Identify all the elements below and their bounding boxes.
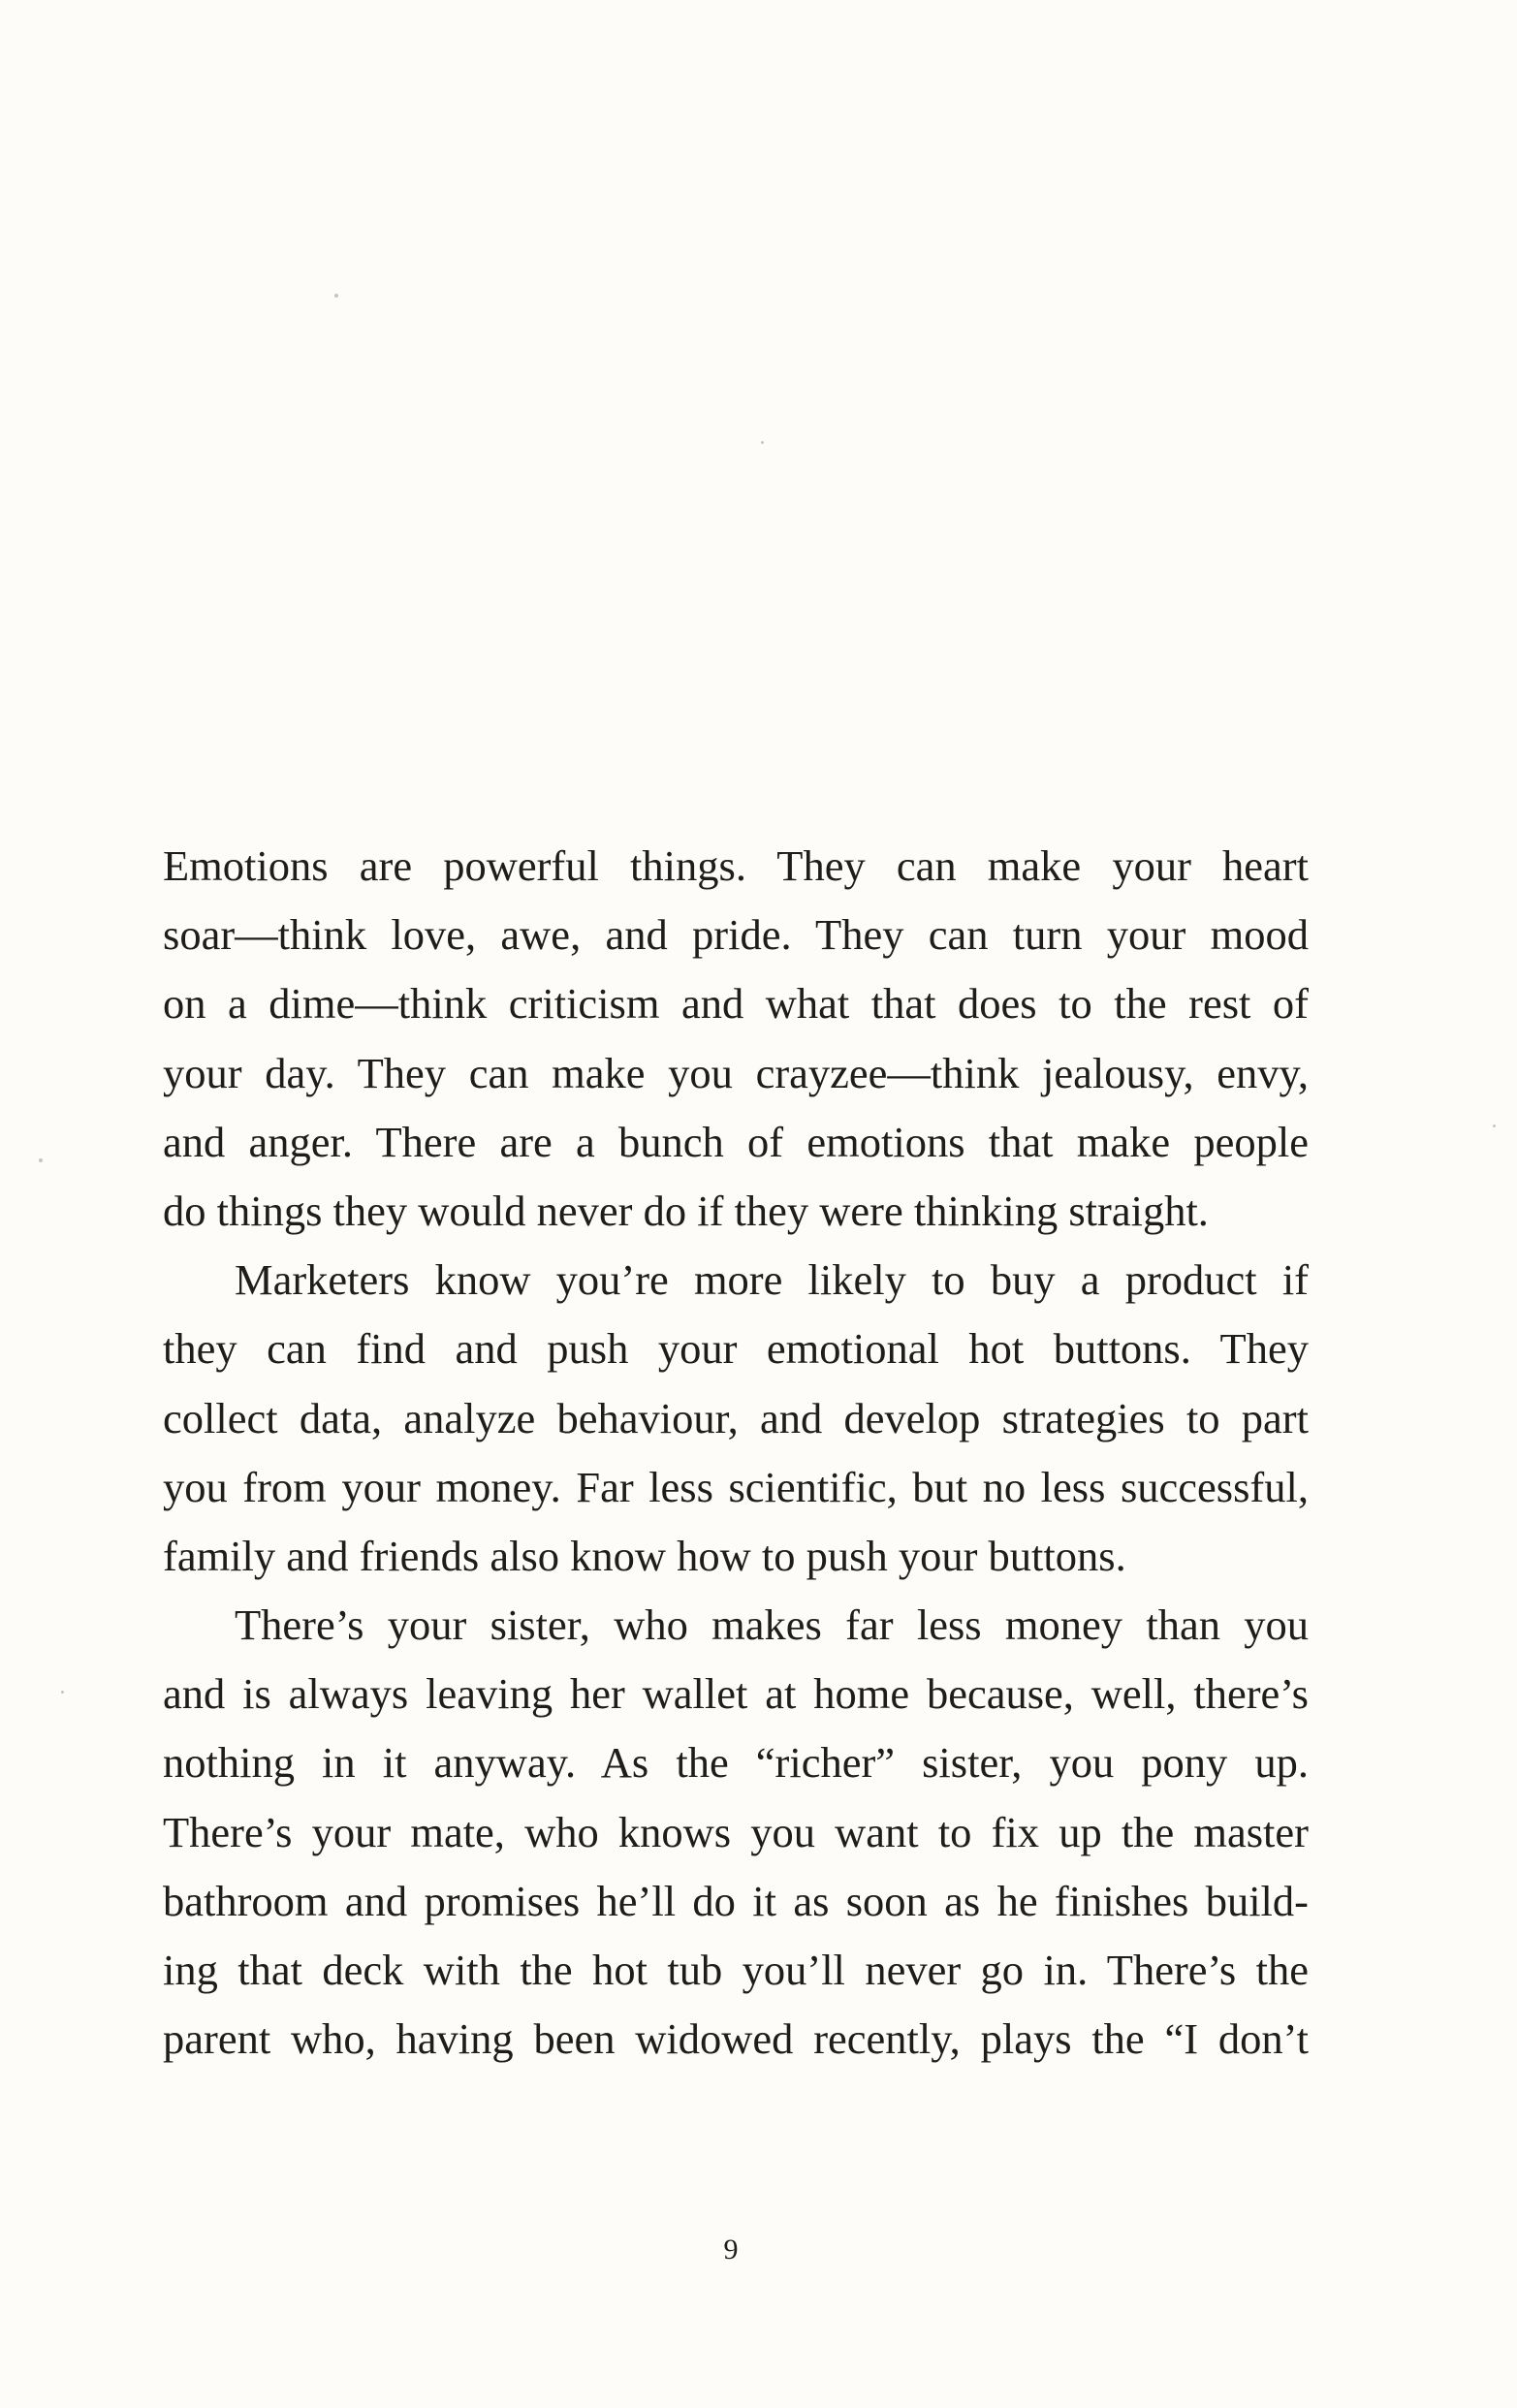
text-line: do things they would never do if they were thinking straight.	[163, 1186, 1209, 1235]
text-line: family and friends also know how to push your buttons.	[163, 1531, 1126, 1580]
text-line: they can find and push your emotional hot buttons. They	[163, 1324, 1309, 1374]
paper-speck	[39, 1158, 43, 1162]
body-text	[163, 832, 1309, 2074]
text-line: nothing in it anyway. As the “richer” sister, you pony up.	[163, 1738, 1309, 1788]
text-line: and is always leaving her wallet at home because, well, there’s	[163, 1669, 1309, 1719]
text-line: on a dime—think criticism and what that does to the rest of	[163, 979, 1309, 1029]
paper-speck	[761, 441, 764, 444]
text-line: and anger. There are a bunch of emotions that make people	[163, 1117, 1309, 1166]
text-line: Emotions are powerful things. They can make your heart	[163, 841, 1309, 890]
text-line: There’s your sister, who makes far less money than you	[235, 1600, 1309, 1650]
paragraph-3	[163, 1591, 1309, 2074]
page-number: 9	[723, 2234, 739, 2265]
text-line: Marketers know you’re more likely to buy a product if	[235, 1255, 1309, 1305]
paper-speck	[334, 294, 338, 298]
text-line: There’s your mate, who knows you want to fix up the master	[163, 1807, 1309, 1856]
text-line: ing that deck with the hot tub you’ll never go in. There’s the	[163, 1946, 1309, 1994]
text-line: parent who, having been widowed recently, plays the “I don’t	[163, 2014, 1309, 2064]
paper-speck	[61, 1691, 64, 1694]
paragraph-2	[163, 1246, 1309, 1591]
text-line: soar—think love, awe, and pride. They can turn your mood	[163, 910, 1309, 960]
paper-speck	[1493, 1125, 1496, 1127]
text-line: bathroom and promises he’ll do it as soon as he finishes build-	[163, 1876, 1309, 1925]
text-line: collect data, analyze behaviour, and develop strategies to part	[163, 1393, 1309, 1442]
paragraph-1	[163, 832, 1309, 1246]
text-line: your day. They can make you crayzee—think jealousy, envy,	[163, 1048, 1309, 1097]
text-line: you from your money. Far less scientific, but no less successful,	[163, 1462, 1309, 1511]
